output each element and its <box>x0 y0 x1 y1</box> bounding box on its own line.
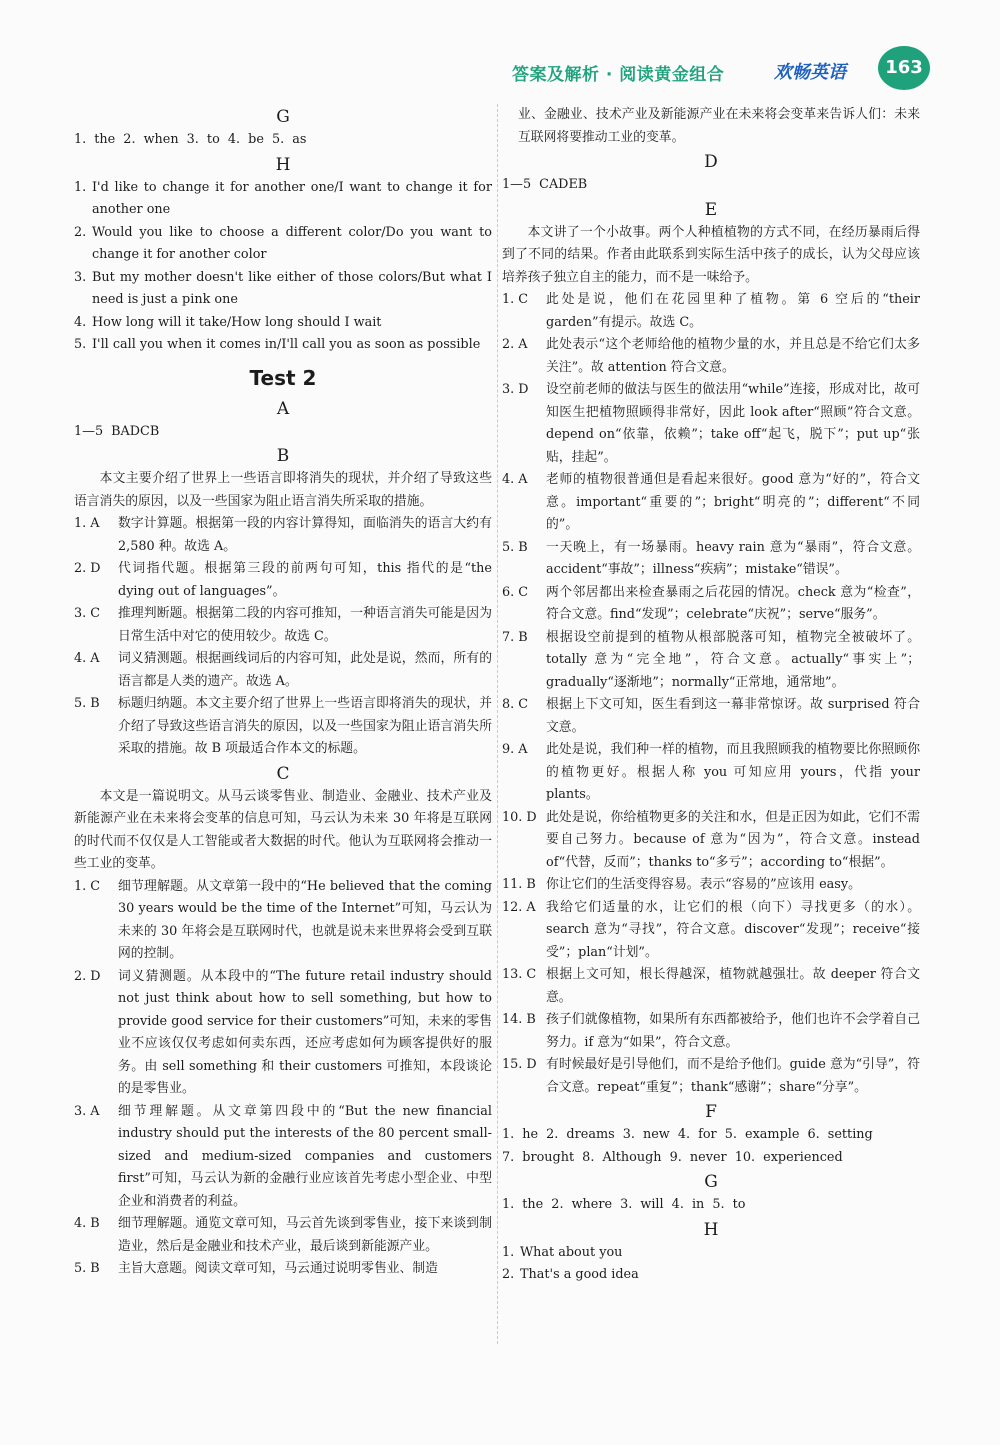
item-text: 你让它们的生活变得容易。表示“容易的”应该用 easy。 <box>546 877 861 892</box>
section-title-e: E <box>704 199 718 220</box>
item-text: That's a good idea <box>520 1267 639 1282</box>
answer-line-f-1: 1. he 2. dreams 3. new 4. for 5. example 6. setting <box>502 1127 873 1142</box>
item-text: 词义猜测题。从本段中的“The future retail industry should not just think about how to sell something, but how to provide good service for their customers”可知，未来的零售业不应该仅仅考虑如何卖东西，还应考虑如何为顾客提供好的服务。由 sell something 和 their customers 可推知，本段谈论的是零售业。 <box>118 968 492 1096</box>
item-number: 14. B <box>502 1012 536 1027</box>
item-number: 12. A <box>502 899 536 915</box>
list-item <box>502 964 920 1009</box>
item-number: 5. <box>74 337 87 352</box>
item-text: 孩子们就像植物，如果所有东西都被给予，他们也许不会学着自己努力。if 意为“如果”，符合文意。 <box>546 1012 920 1050</box>
list-item <box>74 177 492 222</box>
item-text: 老师的植物很普通但是看起来很好。good 意为“好的”，符合文意。important“重要的”；bright“明亮的”；different“不同的”。 <box>546 472 920 532</box>
item-number: 5. B <box>74 696 100 711</box>
item-number: 10. D <box>502 809 537 825</box>
item-number: 9. A <box>502 742 528 757</box>
list-item <box>74 1213 492 1258</box>
item-text: How long will it take/How long should I wait <box>92 314 382 330</box>
item-text: 此处是说，他们在花园里种了植物。第 6 空后的“their garden”有提示。故选 C。 <box>546 292 920 330</box>
item-number: 4. A <box>502 472 528 487</box>
item-number: 2. <box>502 1267 515 1282</box>
list-item <box>502 1054 920 1099</box>
item-number: 1. C <box>502 292 529 307</box>
item-text: Would you like to choose a different color/Do you want to change it for another color <box>92 224 492 262</box>
item-number: 15. D <box>502 1057 537 1072</box>
item-text: 细节理解题。通览文章可知，马云首先谈到零售业，接下来谈到制造业，然后是金融业和技术产业，最后谈到新能源产业。 <box>118 1216 492 1254</box>
item-text: 推理判断题。根据第二段的内容可推知，一种语言消失可能是因为日常生活中对它的使用较少。故选 C。 <box>118 606 492 644</box>
item-text: 此处是说，你给植物更多的关注和水，但是正因为如此，它们不需要自己努力。because of 意为“因为”，符合文意。instead of“代替，反而”；thanks to“多亏”；according to“根据”。 <box>546 809 920 870</box>
item-text: 细节理解题。从文章第四段中的“But the new financial industry should put the interests of the 80 percent small-sized and medium-sized companies and customers first”可知，马云认为新的金融行业应该首先考虑小型企业、中型企业和消费者的利益。 <box>118 1103 492 1209</box>
item-number: 2. D <box>74 561 101 576</box>
list-item <box>74 1101 492 1214</box>
section-c-intro: 本文是一篇说明文。从马云谈零售业、制造业、金融业、技术产业及新能源产业在未来将会变革的信息可知，马云认为未来 30 年将是互联网的时代而不仅仅是人工智能或者大数据的时代。他认为互联网将会推动一些工业的变革。 <box>74 788 492 871</box>
list-item <box>502 537 920 582</box>
list-item <box>74 876 492 966</box>
item-text: 词义猜测题。根据画线词后的内容可知，此处是说，然而，所有的语言都是人类的遗产。故选 A。 <box>118 651 492 689</box>
section-title-a: A <box>276 398 290 419</box>
list-item <box>502 289 920 334</box>
section-title-d: D <box>704 152 718 172</box>
list-item <box>502 1009 920 1054</box>
item-number: 4. <box>74 314 87 330</box>
right-column <box>502 104 920 1287</box>
item-text: 根据设空前提到的植物从根部脱落可知，植物完全被破坏了。totally 意为“完全地”，符合文意。actually“事实上”；gradually“逐渐地”；normally“正常地，通常地”。 <box>546 629 920 690</box>
answer-list-h <box>74 177 492 357</box>
list-item <box>502 627 920 695</box>
section-title-b: B <box>276 446 290 466</box>
list-item <box>74 648 492 693</box>
header-title: 答案及解析 · 阅读黄金组合 <box>512 65 725 85</box>
list-item <box>502 694 920 739</box>
item-number: 11. B <box>502 877 536 892</box>
answer-list-h <box>502 1242 920 1287</box>
answer-list-c <box>74 876 492 1281</box>
item-text: 我给它们适量的水，让它们的根（向下）寻找更多（的水）。search 意为“寻找”，符合文意。discover“发现”；receive“接受”；plan“计划”。 <box>546 899 920 960</box>
item-text: 标题归纳题。本文主要介绍了世界上一些语言即将消失的现状，并介绍了导致这些语言消失的原因，以及一些国家为阻止语言消失所采取的措施。故 B 项最适合作本文的标题。 <box>118 696 492 756</box>
item-number: 2. <box>74 224 87 240</box>
item-number: 1. <box>74 179 87 195</box>
list-item <box>502 1264 920 1287</box>
list-item <box>502 897 920 965</box>
item-number: 3. A <box>74 1103 100 1119</box>
brand-logo: 欢畅英语 <box>774 62 846 83</box>
item-text: 根据上文可知，根长得越深，植物就越强壮。故 deeper 符合文意。 <box>546 967 920 1005</box>
item-text: But my mother doesn't like either of those colors/But what I need is just a pink one <box>92 269 492 307</box>
list-item <box>74 558 492 603</box>
item-number: 6. C <box>502 584 529 600</box>
list-item <box>502 469 920 537</box>
section-title-f: F <box>705 1102 717 1122</box>
item-number: 1. <box>502 1244 515 1260</box>
item-text: I'd like to change it for another one/I want to change it for another one <box>92 179 492 217</box>
page-header <box>508 52 928 88</box>
list-item <box>502 1242 920 1265</box>
list-item <box>74 222 492 267</box>
list-item <box>74 693 492 761</box>
answer-line-g: 1. the 2. where 3. will 4. in 5. to <box>502 1197 746 1212</box>
section-c-continued: 业、金融业、技术产业及新能源产业在未来将会变革来告诉人们：未来互联网将要推动工业的变革。 <box>518 107 920 145</box>
item-text: What about you <box>520 1244 623 1260</box>
section-title-h: H <box>703 1219 719 1240</box>
list-item <box>74 312 492 335</box>
item-number: 3. D <box>502 382 529 397</box>
answer-line-a: 1—5 BADCB <box>74 423 160 439</box>
answer-line-f-2: 7. brought 8. Although 9. never 10. experienced <box>502 1149 843 1165</box>
item-text: 代词指代题。根据第三段的前两句可知，this 指代的是“the dying out of languages”。 <box>118 561 492 599</box>
answer-list-e <box>502 289 920 1099</box>
section-title-g: G <box>704 1172 718 1192</box>
list-item <box>74 267 492 312</box>
item-number: 5. B <box>74 1261 100 1276</box>
item-text: 两个邻居都出来检查暴雨之后花园的情况。check 意为“检查”，符合文意。find“发现”；celebrate“庆祝”；serve“服务”。 <box>546 584 920 622</box>
list-item <box>74 1258 492 1281</box>
item-number: 13. C <box>502 967 537 982</box>
item-number: 7. B <box>502 629 528 645</box>
list-item <box>74 603 492 648</box>
item-number: 1. C <box>74 878 101 894</box>
list-item <box>74 334 492 357</box>
list-item <box>74 513 492 558</box>
item-number: 4. A <box>74 651 100 666</box>
list-item <box>502 807 920 875</box>
item-text: 一天晚上，有一场暴雨。heavy rain 意为“暴雨”，符合文意。accident“事故”；illness“疾病”；mistake“错误”。 <box>546 539 920 577</box>
item-number: 2. A <box>502 337 528 352</box>
section-title-h: H <box>275 154 291 175</box>
item-text: 此处表示“这个老师给他的植物少量的水，并且总是不给它们太多关注”。故 attention 符合文意。 <box>546 337 920 375</box>
item-text: 设空前老师的做法与医生的做法用“while”连接，形成对比，故可知医生把植物照顾得非常好，因此 look after“照顾”符合文意。depend on“依靠，依赖”；take off“起飞，脱下”；put up“张贴，挂起”。 <box>546 382 920 465</box>
section-title-g: G <box>276 107 290 127</box>
item-number: 4. B <box>74 1216 100 1231</box>
item-number: 2. D <box>74 968 101 984</box>
answer-list-b <box>74 513 492 761</box>
item-number: 1. A <box>74 516 100 531</box>
item-number: 5. B <box>502 539 528 555</box>
answer-line-d: 1—5 CADEB <box>502 177 588 192</box>
left-column <box>74 104 492 1281</box>
list-item <box>74 966 492 1101</box>
section-title-c: C <box>276 763 290 784</box>
page-number-badge: 163 <box>878 46 930 90</box>
item-text: 细节理解题。从文章第一段中的“He believed that the coming 30 years would be the time of the Internet”可知，马云认为未来的 30 年将会是互联网时代，也就是说未来世界将会受到互联网的控制。 <box>118 878 492 961</box>
list-item <box>502 739 920 807</box>
list-item <box>502 582 920 627</box>
item-number: 3. <box>74 269 87 285</box>
list-item <box>502 334 920 379</box>
list-item <box>502 874 920 897</box>
section-b-intro: 本文主要介绍了世界上一些语言即将消失的现状，并介绍了导致这些语言消失的原因，以及一些国家为阻止语言消失所采取的措施。 <box>74 471 492 509</box>
item-number: 8. C <box>502 697 529 712</box>
section-e-intro: 本文讲了一个小故事。两个人种植植物的方式不同，在经历暴雨后得到了不同的结果。作者由此联系到实际生活中孩子的成长，认为父母应该培养孩子独立自主的能力，而不是一味给予。 <box>502 224 920 285</box>
answer-line-g: 1. the 2. when 3. to 4. be 5. as <box>74 132 307 147</box>
item-text: 此处是说，我们种一样的植物，而且我照顾我的植物要比你照顾你的植物更好。根据人称 you 可知应用 yours，代指 your plants。 <box>546 742 920 802</box>
item-text: 数字计算题。根据第一段的内容计算得知，面临消失的语言大约有 2,580 种。故选 A。 <box>118 516 492 554</box>
list-item <box>502 379 920 469</box>
item-text: 根据上下文可知，医生看到这一幕非常惊讶。故 surprised 符合文意。 <box>546 697 920 735</box>
item-number: 3. C <box>74 606 101 621</box>
item-text: 主旨大意题。阅读文章可知，马云通过说明零售业、制造 <box>118 1261 438 1276</box>
item-text: 有时候最好是引导他们，而不是给予他们。guide 意为“引导”，符合文意。repeat“重复”；thank“感谢”；share“分享”。 <box>546 1057 920 1095</box>
item-text: I'll call you when it comes in/I'll call you as soon as possible <box>92 337 481 352</box>
column-divider <box>497 104 498 1344</box>
test-title: Test 2 <box>249 365 317 390</box>
